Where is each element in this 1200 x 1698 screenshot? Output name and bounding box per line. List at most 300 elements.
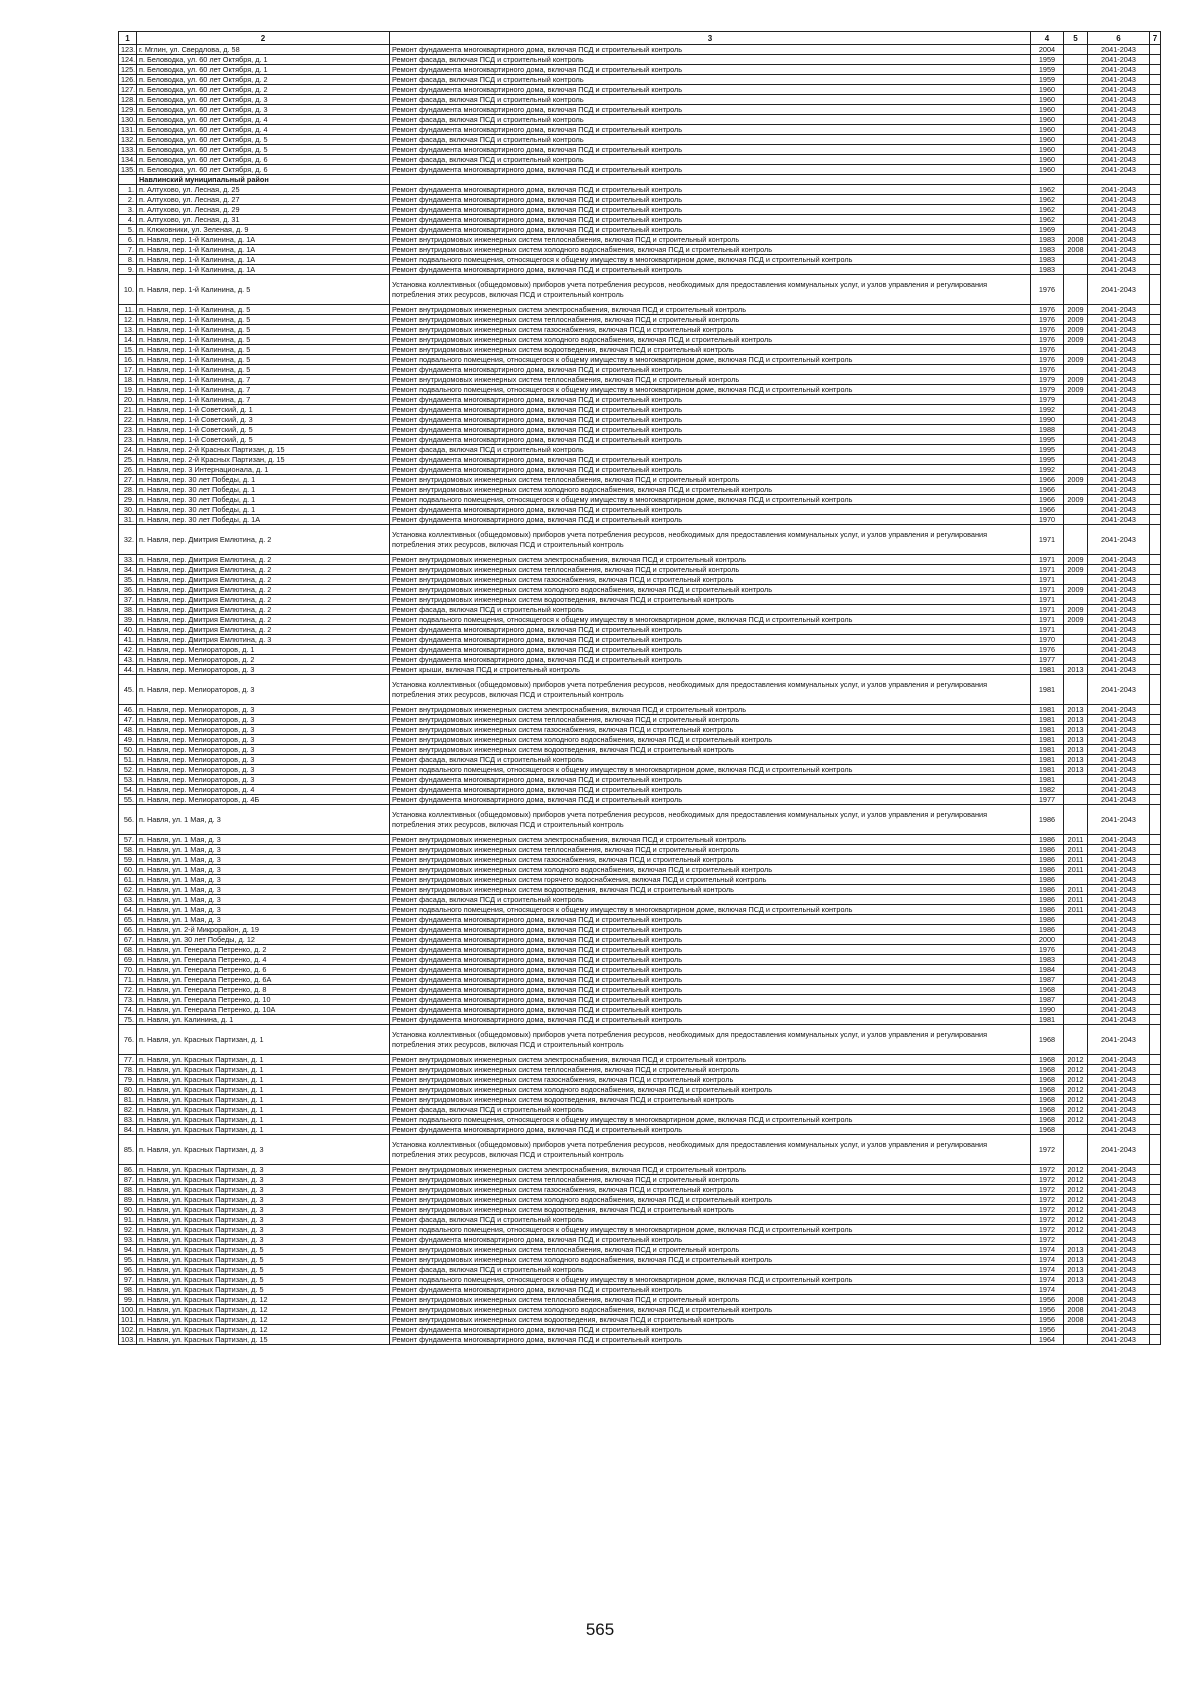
work-type-cell: Ремонт фундамента многоквартирного дома, включая ПСД и строительный контроль: [390, 365, 1031, 375]
row-number: 66.: [119, 925, 137, 935]
planned-period-cell: 2041-2043: [1088, 1005, 1150, 1015]
row-number: 27.: [119, 475, 137, 485]
last-repair-year-cell: 2009: [1064, 495, 1088, 505]
empty-cell: [1150, 1315, 1161, 1325]
work-type-cell: Ремонт фасада, включая ПСД и строительный контроль: [390, 95, 1031, 105]
planned-period-cell: 2041-2043: [1088, 605, 1150, 615]
table-row: [119, 1245, 1161, 1255]
work-type-cell: Ремонт фасада, включая ПСД и строительный контроль: [390, 1265, 1031, 1275]
last-repair-year-cell: [1064, 255, 1088, 265]
empty-cell: [1150, 665, 1161, 675]
row-number: 15.: [119, 345, 137, 355]
empty-cell: [119, 175, 137, 185]
last-repair-year-cell: [1064, 575, 1088, 585]
address-cell: п. Навля, ул. Генерала Петренко, д. 4: [137, 955, 390, 965]
row-number: 98.: [119, 1285, 137, 1295]
table-row: [119, 205, 1161, 215]
last-repair-year-cell: [1064, 55, 1088, 65]
commission-year-cell: 1986: [1031, 925, 1064, 935]
work-type-cell: Ремонт фасада, включая ПСД и строительный контроль: [390, 75, 1031, 85]
work-type-cell: Ремонт подвального помещения, относящегося к общему имуществу в многоквартирном доме, включая ПСД и строительный контроль: [390, 1225, 1031, 1235]
empty-cell: [1150, 905, 1161, 915]
address-cell: п. Навля, пер. 1-й Калинина, д. 5: [137, 315, 390, 325]
work-type-cell: Ремонт фундамента многоквартирного дома, включая ПСД и строительный контроль: [390, 985, 1031, 995]
row-number: 123.: [119, 45, 137, 55]
commission-year-cell: 1960: [1031, 135, 1064, 145]
table-row: [119, 1265, 1161, 1275]
table-row: [119, 255, 1161, 265]
last-repair-year-cell: [1064, 1125, 1088, 1135]
table-row: [119, 1225, 1161, 1235]
planned-period-cell: 2041-2043: [1088, 1085, 1150, 1095]
work-type-cell: Установка коллективных (общедомовых) приборов учета потребления ресурсов, необходимых для предоставления коммунальных услуг, и узлов управления и регулирования потребления этих ресурсов, включая ПСД и строительный контроль: [390, 525, 1031, 555]
last-repair-year-cell: 2009: [1064, 325, 1088, 335]
table-row: [119, 1325, 1161, 1335]
commission-year-cell: 1981: [1031, 765, 1064, 775]
empty-cell: [1150, 65, 1161, 75]
commission-year-cell: 1990: [1031, 415, 1064, 425]
work-type-cell: Ремонт фундамента многоквартирного дома, включая ПСД и строительный контроль: [390, 165, 1031, 175]
table-row: [119, 455, 1161, 465]
address-cell: п. Навля, ул. Красных Партизан, д. 5: [137, 1275, 390, 1285]
work-type-cell: Ремонт фундамента многоквартирного дома, включая ПСД и строительный контроль: [390, 455, 1031, 465]
planned-period-cell: 2041-2043: [1088, 255, 1150, 265]
commission-year-cell: 1981: [1031, 775, 1064, 785]
last-repair-year-cell: 2013: [1064, 705, 1088, 715]
planned-period-cell: 2041-2043: [1088, 335, 1150, 345]
address-cell: п. Навля, ул. Красных Партизан, д. 5: [137, 1255, 390, 1265]
empty-cell: [1150, 205, 1161, 215]
table-row: [119, 165, 1161, 175]
row-number: 93.: [119, 1235, 137, 1245]
planned-period-cell: 2041-2043: [1088, 1165, 1150, 1175]
row-number: 24.: [119, 445, 137, 455]
table-row: [119, 945, 1161, 955]
empty-cell: [1150, 305, 1161, 315]
planned-period-cell: 2041-2043: [1088, 215, 1150, 225]
address-cell: п. Навля, пер. Дмитрия Емлютина, д. 2: [137, 525, 390, 555]
empty-cell: [1150, 45, 1161, 55]
empty-cell: [1150, 245, 1161, 255]
commission-year-cell: 1976: [1031, 325, 1064, 335]
address-cell: п. Навля, пер. Мелиораторов, д. 3: [137, 775, 390, 785]
address-cell: п. Навля, ул. 1 Мая, д. 3: [137, 875, 390, 885]
table-row: [119, 975, 1161, 985]
commission-year-cell: 1976: [1031, 335, 1064, 345]
last-repair-year-cell: [1064, 525, 1088, 555]
last-repair-year-cell: 2008: [1064, 235, 1088, 245]
planned-period-cell: 2041-2043: [1088, 95, 1150, 105]
planned-period-cell: 2041-2043: [1088, 795, 1150, 805]
work-type-cell: Ремонт фундамента многоквартирного дома, включая ПСД и строительный контроль: [390, 465, 1031, 475]
last-repair-year-cell: 2008: [1064, 1315, 1088, 1325]
address-cell: п. Навля, пер. Мелиораторов, д. 3: [137, 735, 390, 745]
work-type-cell: Ремонт внутридомовых инженерных систем водоотведения, включая ПСД и строительный контроль: [390, 1205, 1031, 1215]
last-repair-year-cell: [1064, 265, 1088, 275]
header-cell: 5: [1064, 32, 1088, 45]
row-number: 64.: [119, 905, 137, 915]
last-repair-year-cell: [1064, 515, 1088, 525]
work-type-cell: Ремонт фундамента многоквартирного дома, включая ПСД и строительный контроль: [390, 945, 1031, 955]
work-type-cell: Ремонт внутридомовых инженерных систем газоснабжения, включая ПСД и строительный контроль: [390, 1185, 1031, 1195]
address-cell: п. Беловодка, ул. 60 лет Октября, д. 3: [137, 95, 390, 105]
address-cell: п. Навля, ул. Красных Партизан, д. 3: [137, 1195, 390, 1205]
last-repair-year-cell: 2009: [1064, 385, 1088, 395]
work-type-cell: Ремонт фундамента многоквартирного дома, включая ПСД и строительный контроль: [390, 85, 1031, 95]
address-cell: п. Навля, ул. Красных Партизан, д. 1: [137, 1025, 390, 1055]
last-repair-year-cell: 2013: [1064, 1255, 1088, 1265]
work-type-cell: Ремонт фундамента многоквартирного дома, включая ПСД и строительный контроль: [390, 205, 1031, 215]
address-cell: п. Навля, ул. 1 Мая, д. 3: [137, 845, 390, 855]
work-type-cell: Ремонт фундамента многоквартирного дома, включая ПСД и строительный контроль: [390, 425, 1031, 435]
row-number: 90.: [119, 1205, 137, 1215]
address-cell: п. Навля, пер. 30 лет Победы, д. 1А: [137, 515, 390, 525]
last-repair-year-cell: 2012: [1064, 1075, 1088, 1085]
empty-cell: [1150, 805, 1161, 835]
work-type-cell: Ремонт внутридомовых инженерных систем водоотведения, включая ПСД и строительный контроль: [390, 885, 1031, 895]
work-type-cell: Ремонт фундамента многоквартирного дома, включая ПСД и строительный контроль: [390, 965, 1031, 975]
row-number: 48.: [119, 725, 137, 735]
work-type-cell: Ремонт фундамента многоквартирного дома, включая ПСД и строительный контроль: [390, 195, 1031, 205]
work-type-cell: Ремонт внутридомовых инженерных систем горячего водоснабжения, включая ПСД и строительный контроль: [390, 875, 1031, 885]
row-number: 65.: [119, 915, 137, 925]
planned-period-cell: 2041-2043: [1088, 305, 1150, 315]
planned-period-cell: 2041-2043: [1088, 575, 1150, 585]
table-row: [119, 755, 1161, 765]
commission-year-cell: 1972: [1031, 1165, 1064, 1175]
last-repair-year-cell: [1064, 625, 1088, 635]
last-repair-year-cell: [1064, 965, 1088, 975]
last-repair-year-cell: [1064, 365, 1088, 375]
commission-year-cell: 1960: [1031, 165, 1064, 175]
table-row: [119, 805, 1161, 835]
last-repair-year-cell: 2012: [1064, 1165, 1088, 1175]
table-row: [119, 1165, 1161, 1175]
empty-cell: [1150, 425, 1161, 435]
work-type-cell: Ремонт фундамента многоквартирного дома, включая ПСД и строительный контроль: [390, 515, 1031, 525]
empty-cell: [1150, 1325, 1161, 1335]
row-number: 13.: [119, 325, 137, 335]
commission-year-cell: 1976: [1031, 305, 1064, 315]
row-number: 127.: [119, 85, 137, 95]
address-cell: п. Навля, ул. Красных Партизан, д. 1: [137, 1095, 390, 1105]
row-number: 129.: [119, 105, 137, 115]
row-number: 88.: [119, 1185, 137, 1195]
work-type-cell: Ремонт внутридомовых инженерных систем холодного водоснабжения, включая ПСД и строительный контроль: [390, 1255, 1031, 1265]
last-repair-year-cell: [1064, 215, 1088, 225]
commission-year-cell: 1972: [1031, 1215, 1064, 1225]
last-repair-year-cell: [1064, 205, 1088, 215]
header-cell: 7: [1150, 32, 1161, 45]
address-cell: п. Алтухово, ул. Лесная, д. 25: [137, 185, 390, 195]
commission-year-cell: 1971: [1031, 585, 1064, 595]
empty-cell: [1150, 335, 1161, 345]
address-cell: п. Навля, ул. Красных Партизан, д. 3: [137, 1205, 390, 1215]
address-cell: п. Навля, ул. Красных Партизан, д. 5: [137, 1285, 390, 1295]
address-cell: п. Навля, пер. 1-й Советский, д. 1: [137, 405, 390, 415]
commission-year-cell: 1972: [1031, 1225, 1064, 1235]
row-number: 69.: [119, 955, 137, 965]
address-cell: п. Навля, ул. 1 Мая, д. 3: [137, 805, 390, 835]
address-cell: п. Навля, пер. Мелиораторов, д. 3: [137, 725, 390, 735]
empty-cell: [1150, 395, 1161, 405]
work-type-cell: Ремонт фасада, включая ПСД и строительный контроль: [390, 155, 1031, 165]
table-row: [119, 1085, 1161, 1095]
row-number: 40.: [119, 625, 137, 635]
table-row: [119, 1315, 1161, 1325]
empty-cell: [1150, 275, 1161, 305]
work-type-cell: Ремонт фундамента многоквартирного дома, включая ПСД и строительный контроль: [390, 775, 1031, 785]
work-type-cell: Ремонт фасада, включая ПСД и строительный контроль: [390, 55, 1031, 65]
empty-cell: [1150, 125, 1161, 135]
last-repair-year-cell: 2011: [1064, 905, 1088, 915]
work-type-cell: Ремонт внутридомовых инженерных систем холодного водоснабжения, включая ПСД и строительный контроль: [390, 585, 1031, 595]
address-cell: п. Навля, пер. Мелиораторов, д. 3: [137, 745, 390, 755]
empty-cell: [1150, 895, 1161, 905]
header-cell: 2: [137, 32, 390, 45]
commission-year-cell: 1983: [1031, 245, 1064, 255]
planned-period-cell: 2041-2043: [1088, 735, 1150, 745]
commission-year-cell: 1972: [1031, 1135, 1064, 1165]
commission-year-cell: 1976: [1031, 315, 1064, 325]
row-number: 79.: [119, 1075, 137, 1085]
empty-cell: [1150, 855, 1161, 865]
last-repair-year-cell: 2009: [1064, 555, 1088, 565]
work-type-cell: Ремонт фасада, включая ПСД и строительный контроль: [390, 115, 1031, 125]
commission-year-cell: 1986: [1031, 805, 1064, 835]
empty-cell: [1150, 215, 1161, 225]
last-repair-year-cell: [1064, 875, 1088, 885]
last-repair-year-cell: 2009: [1064, 355, 1088, 365]
header-cell: 1: [119, 32, 137, 45]
table-row: [119, 1335, 1161, 1345]
last-repair-year-cell: [1064, 995, 1088, 1005]
commission-year-cell: 1956: [1031, 1295, 1064, 1305]
planned-period-cell: 2041-2043: [1088, 975, 1150, 985]
address-cell: п. Алтухово, ул. Лесная, д. 29: [137, 205, 390, 215]
empty-cell: [1150, 925, 1161, 935]
last-repair-year-cell: [1064, 1325, 1088, 1335]
address-cell: п. Беловодка, ул. 60 лет Октября, д. 1: [137, 55, 390, 65]
address-cell: п. Навля, пер. Мелиораторов, д. 3: [137, 675, 390, 705]
empty-cell: [1150, 415, 1161, 425]
planned-period-cell: 2041-2043: [1088, 125, 1150, 135]
address-cell: п. Навля, ул. 30 лет Победы, д. 12: [137, 935, 390, 945]
commission-year-cell: 1983: [1031, 955, 1064, 965]
empty-cell: [1150, 655, 1161, 665]
empty-cell: [1150, 85, 1161, 95]
address-cell: п. Навля, ул. Красных Партизан, д. 3: [137, 1165, 390, 1175]
row-number: 78.: [119, 1065, 137, 1075]
address-cell: п. Навля, пер. Дмитрия Емлютина, д. 2: [137, 575, 390, 585]
planned-period-cell: 2041-2043: [1088, 935, 1150, 945]
commission-year-cell: 1970: [1031, 635, 1064, 645]
table-row: [119, 675, 1161, 705]
address-cell: п. Навля, ул. Красных Партизан, д. 3: [137, 1175, 390, 1185]
table-row: [119, 45, 1161, 55]
address-cell: п. Навля, ул. Генерала Петренко, д. 10А: [137, 1005, 390, 1015]
commission-year-cell: 1986: [1031, 895, 1064, 905]
planned-period-cell: 2041-2043: [1088, 165, 1150, 175]
address-cell: п. Навля, пер. Мелиораторов, д. 4Б: [137, 795, 390, 805]
address-cell: п. Навля, пер. Дмитрия Емлютина, д. 2: [137, 615, 390, 625]
last-repair-year-cell: 2011: [1064, 845, 1088, 855]
empty-cell: [1150, 95, 1161, 105]
empty-cell: [1150, 795, 1161, 805]
commission-year-cell: 1969: [1031, 225, 1064, 235]
work-type-cell: Ремонт внутридомовых инженерных систем теплоснабжения, включая ПСД и строительный контроль: [390, 845, 1031, 855]
address-cell: п. Навля, ул. 1 Мая, д. 3: [137, 915, 390, 925]
empty-cell: [1150, 485, 1161, 495]
address-cell: п. Навля, пер. 1-й Калинина, д. 1А: [137, 245, 390, 255]
planned-period-cell: 2041-2043: [1088, 1105, 1150, 1115]
table-row: [119, 765, 1161, 775]
planned-period-cell: 2041-2043: [1088, 885, 1150, 895]
work-type-cell: Ремонт подвального помещения, относящегося к общему имуществу в многоквартирном доме, включая ПСД и строительный контроль: [390, 905, 1031, 915]
table-row: [119, 75, 1161, 85]
work-type-cell: Ремонт фундамента многоквартирного дома, включая ПСД и строительный контроль: [390, 795, 1031, 805]
work-type-cell: Ремонт внутридомовых инженерных систем электроснабжения, включая ПСД и строительный контроль: [390, 705, 1031, 715]
row-number: 55.: [119, 795, 137, 805]
empty-cell: [1064, 175, 1088, 185]
empty-cell: [1150, 355, 1161, 365]
work-type-cell: Ремонт внутридомовых инженерных систем газоснабжения, включая ПСД и строительный контроль: [390, 1075, 1031, 1085]
last-repair-year-cell: 2008: [1064, 245, 1088, 255]
empty-cell: [1150, 495, 1161, 505]
last-repair-year-cell: 2009: [1064, 335, 1088, 345]
planned-period-cell: 2041-2043: [1088, 835, 1150, 845]
last-repair-year-cell: [1064, 275, 1088, 305]
work-type-cell: Ремонт внутридомовых инженерных систем холодного водоснабжения, включая ПСД и строительный контроль: [390, 735, 1031, 745]
table-row: [119, 125, 1161, 135]
planned-period-cell: 2041-2043: [1088, 805, 1150, 835]
row-number: 89.: [119, 1195, 137, 1205]
commission-year-cell: 1968: [1031, 1105, 1064, 1115]
table-row: [119, 435, 1161, 445]
table-row: [119, 625, 1161, 635]
table-row: [119, 705, 1161, 715]
empty-cell: [1150, 1295, 1161, 1305]
planned-period-cell: 2041-2043: [1088, 115, 1150, 125]
last-repair-year-cell: 2011: [1064, 855, 1088, 865]
row-number: 29.: [119, 495, 137, 505]
last-repair-year-cell: [1064, 1285, 1088, 1295]
page-number: 565: [585, 1620, 615, 1639]
empty-cell: [1150, 255, 1161, 265]
table-row: [119, 635, 1161, 645]
last-repair-year-cell: 2012: [1064, 1205, 1088, 1215]
commission-year-cell: 1981: [1031, 1015, 1064, 1025]
planned-period-cell: 2041-2043: [1088, 195, 1150, 205]
table-row: [119, 1305, 1161, 1315]
work-type-cell: Установка коллективных (общедомовых) приборов учета потребления ресурсов, необходимых для предоставления коммунальных услуг, и узлов управления и регулирования потребления этих ресурсов, включая ПСД и строительный контроль: [390, 1025, 1031, 1055]
empty-cell: [1150, 1085, 1161, 1095]
last-repair-year-cell: [1064, 465, 1088, 475]
work-type-cell: Ремонт фундамента многоквартирного дома, включая ПСД и строительный контроль: [390, 215, 1031, 225]
empty-cell: [1150, 575, 1161, 585]
row-number: 12.: [119, 315, 137, 325]
row-number: 9.: [119, 265, 137, 275]
row-number: 52.: [119, 765, 137, 775]
empty-cell: [1150, 935, 1161, 945]
planned-period-cell: 2041-2043: [1088, 475, 1150, 485]
row-number: 131.: [119, 125, 137, 135]
planned-period-cell: 2041-2043: [1088, 395, 1150, 405]
address-cell: п. Навля, пер. 1-й Советский, д. 5: [137, 435, 390, 445]
address-cell: п. Навля, пер. Мелиораторов, д. 4: [137, 785, 390, 795]
row-number: 81.: [119, 1095, 137, 1105]
last-repair-year-cell: [1064, 485, 1088, 495]
row-number: 97.: [119, 1275, 137, 1285]
address-cell: п. Навля, пер. 1-й Калинина, д. 5: [137, 275, 390, 305]
work-type-cell: Ремонт внутридомовых инженерных систем теплоснабжения, включая ПСД и строительный контроль: [390, 375, 1031, 385]
work-type-cell: Ремонт внутридомовых инженерных систем холодного водоснабжения, включая ПСД и строительный контроль: [390, 1195, 1031, 1205]
table-body: [119, 45, 1161, 1345]
address-cell: п. Навля, ул. Красных Партизан, д. 3: [137, 1225, 390, 1235]
table-row: [119, 195, 1161, 205]
last-repair-year-cell: [1064, 1235, 1088, 1245]
address-cell: п. Навля, ул. Красных Партизан, д. 1: [137, 1105, 390, 1115]
empty-cell: [1150, 145, 1161, 155]
address-cell: п. Навля, пер. 1-й Калинина, д. 1А: [137, 265, 390, 275]
row-number: 22.: [119, 415, 137, 425]
table-row: [119, 215, 1161, 225]
planned-period-cell: 2041-2043: [1088, 765, 1150, 775]
row-number: 23.: [119, 425, 137, 435]
empty-cell: [1150, 995, 1161, 1005]
commission-year-cell: 1986: [1031, 905, 1064, 915]
address-cell: п. Навля, пер. 1-й Калинина, д. 5: [137, 355, 390, 365]
table-row: [119, 1255, 1161, 1265]
table-row: [119, 1295, 1161, 1305]
table-row: [119, 1135, 1161, 1165]
address-cell: п. Алтухово, ул. Лесная, д. 27: [137, 195, 390, 205]
planned-period-cell: 2041-2043: [1088, 1195, 1150, 1205]
table-row: [119, 925, 1161, 935]
work-type-cell: Ремонт внутридомовых инженерных систем холодного водоснабжения, включая ПСД и строительный контроль: [390, 485, 1031, 495]
empty-cell: [1150, 1135, 1161, 1165]
empty-cell: [1150, 195, 1161, 205]
empty-cell: [1150, 1275, 1161, 1285]
address-cell: п. Навля, пер. Мелиораторов, д. 3: [137, 705, 390, 715]
commission-year-cell: 1988: [1031, 425, 1064, 435]
work-type-cell: Ремонт фасада, включая ПСД и строительный контроль: [390, 605, 1031, 615]
planned-period-cell: 2041-2043: [1088, 315, 1150, 325]
commission-year-cell: 1962: [1031, 195, 1064, 205]
table-row: [119, 715, 1161, 725]
table-row: [119, 245, 1161, 255]
address-cell: п. Навля, пер. 2-й Красных Партизан, д. 15: [137, 445, 390, 455]
address-cell: п. Навля, ул. 2-й Микрорайон, д. 19: [137, 925, 390, 935]
planned-period-cell: 2041-2043: [1088, 555, 1150, 565]
address-cell: п. Беловодка, ул. 60 лет Октября, д. 6: [137, 165, 390, 175]
last-repair-year-cell: [1064, 425, 1088, 435]
commission-year-cell: 1968: [1031, 1095, 1064, 1105]
table-row: [119, 1195, 1161, 1205]
last-repair-year-cell: [1064, 135, 1088, 145]
work-type-cell: Ремонт внутридомовых инженерных систем электроснабжения, включая ПСД и строительный контроль: [390, 555, 1031, 565]
work-type-cell: Ремонт фундамента многоквартирного дома, включая ПСД и строительный контроль: [390, 1325, 1031, 1335]
planned-period-cell: 2041-2043: [1088, 565, 1150, 575]
address-cell: п. Беловодка, ул. 60 лет Октября, д. 6: [137, 155, 390, 165]
empty-cell: [1150, 55, 1161, 65]
last-repair-year-cell: [1064, 115, 1088, 125]
commission-year-cell: 1960: [1031, 85, 1064, 95]
commission-year-cell: 1972: [1031, 1195, 1064, 1205]
address-cell: п. Навля, ул. Красных Партизан, д. 1: [137, 1115, 390, 1125]
work-type-cell: Ремонт фасада, включая ПСД и строительный контроль: [390, 135, 1031, 145]
address-cell: п. Навля, ул. Красных Партизан, д. 1: [137, 1125, 390, 1135]
